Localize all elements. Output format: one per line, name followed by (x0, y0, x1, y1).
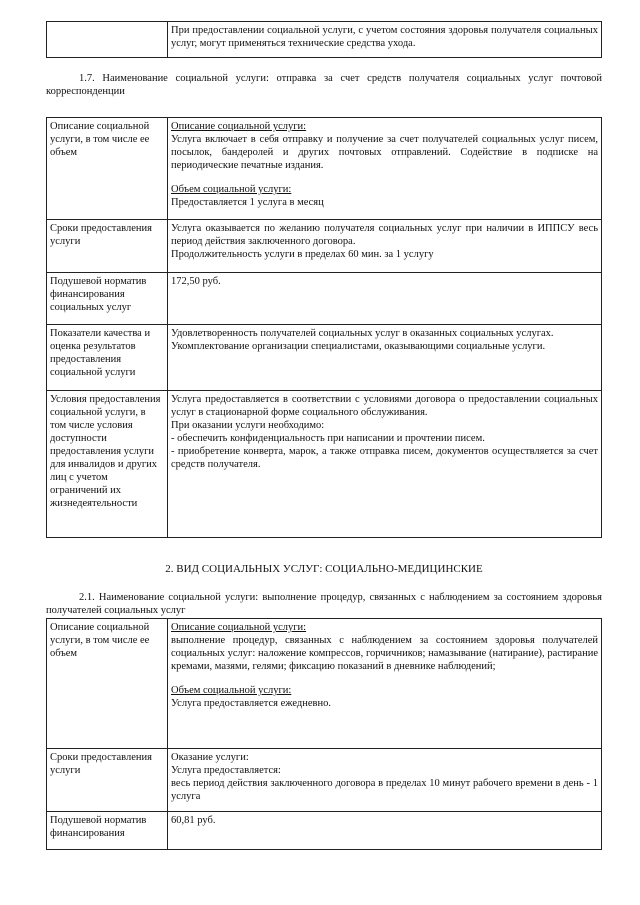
table-row (47, 118, 602, 220)
row-label-financing: Подушевой норматив финансирования (47, 812, 168, 850)
section-2-1-table (46, 618, 602, 850)
table-row (47, 749, 602, 812)
conditions-text-2: При оказании услуги необходимо: (171, 420, 325, 431)
row-label-conditions: Условия предоставления социальной услуги, в том числе условия доступности предоставления услуги для инвалидов и других лиц с учетом ограничений их жизнедеятельности (47, 391, 168, 538)
terms-text-2: Продолжительность услуги в пределах 60 мин. за 1 услугу (171, 249, 434, 260)
description-heading: Описание социальной услуги: (171, 622, 307, 633)
description-text: Услуга включает в себя отправку и получение за счет получателей социальных услуг писем, посылок, бандеролей и других почтовых отправлений. Содействие в подписке на периодические печатные издания. (171, 134, 598, 171)
table-row (47, 619, 602, 749)
row-content-terms (168, 220, 602, 273)
volume-text: Предоставляется 1 услуга в месяц (171, 197, 324, 208)
financing-value: 60,81 руб. (168, 812, 602, 850)
row-content-conditions (168, 391, 602, 538)
conditions-text-3: - обеспечить конфиденциальность при написании и прочтении писем. (171, 433, 485, 444)
row-label-description: Описание социальной услуги, в том числе ее объем (47, 118, 168, 220)
row-content-quality (168, 325, 602, 391)
row-content-terms (168, 749, 602, 812)
top-table-label-cell (47, 22, 168, 58)
row-label-quality: Показатели качества и оценка результатов предоставления социальной услуги (47, 325, 168, 391)
conditions-text-1: Услуга предоставляется в соответствии с условиями договора о предоставлении социальных услуг в стационарной форме социального обслуживания. (171, 394, 598, 418)
row-label-financing: Подушевой норматив финансирования социальных услуг (47, 273, 168, 325)
table-row (47, 22, 602, 58)
volume-heading: Объем социальной услуги: (171, 685, 292, 696)
terms-text-1: Оказание услуги: (171, 752, 249, 763)
top-table (46, 21, 602, 58)
row-content-description (168, 619, 602, 749)
quality-text-1: Удовлетворенность получателей социальных услуг в оказанных социальных услугах. (171, 328, 554, 339)
description-heading: Описание социальной услуги: (171, 121, 307, 132)
financing-value: 172,50 руб. (168, 273, 602, 325)
terms-text-2: Услуга предоставляется: (171, 765, 281, 776)
conditions-text-4: - приобретение конверта, марок, а также отправка писем, документов осуществляется за счет средств получателя. (171, 446, 598, 470)
row-label-terms: Сроки предоставления услуги (47, 749, 168, 812)
volume-heading: Объем социальной услуги: (171, 184, 292, 195)
table-row (47, 325, 602, 391)
section-2-heading: 2. ВИД СОЦИАЛЬНЫХ УСЛУГ: СОЦИАЛЬНО-МЕДИЦИНСКИЕ (165, 563, 483, 575)
table-row (47, 391, 602, 538)
table-row (47, 220, 602, 273)
volume-text: Услуга предоставляется ежедневно. (171, 698, 331, 709)
section-1-7-title: 1.7. Наименование социальной услуги: отправка за счет средств получателя социальных услуг почтовой корреспонденции (46, 73, 602, 97)
table-row (47, 273, 602, 325)
row-label-description: Описание социальной услуги, в том числе ее объем (47, 619, 168, 749)
quality-text-2: Укомплектование организации специалистами, оказывающими социальные услуги. (171, 341, 546, 352)
terms-text-1: Услуга оказывается по желанию получателя социальных услуг при наличии в ИППСУ весь период действия заключенного договора. (171, 223, 598, 247)
terms-text-3: весь период действия заключенного договора в пределах 10 минут рабочего времени в день - 1 услуга (171, 778, 598, 802)
table-row (47, 812, 602, 850)
top-table-text: При предоставлении социальной услуги, с учетом состояния здоровья получателя социальных услуг, могут применяться технические средства ухода. (168, 22, 602, 58)
section-1-7-table (46, 117, 602, 538)
section-2-1-title: 2.1. Наименование социальной услуги: выполнение процедур, связанных с наблюдением за состоянием здоровья получателей социальных услуг (46, 592, 602, 616)
row-content-description (168, 118, 602, 220)
row-label-terms: Сроки предоставления услуги (47, 220, 168, 273)
description-text: выполнение процедур, связанных с наблюдением за состоянием здоровья получателей социальных услуг: наложение компрессов, горчичников; намазывание (натирание), растирание кремами, мазями, гелями; фиксацию показаний в дневнике наблюдений; (171, 635, 598, 672)
